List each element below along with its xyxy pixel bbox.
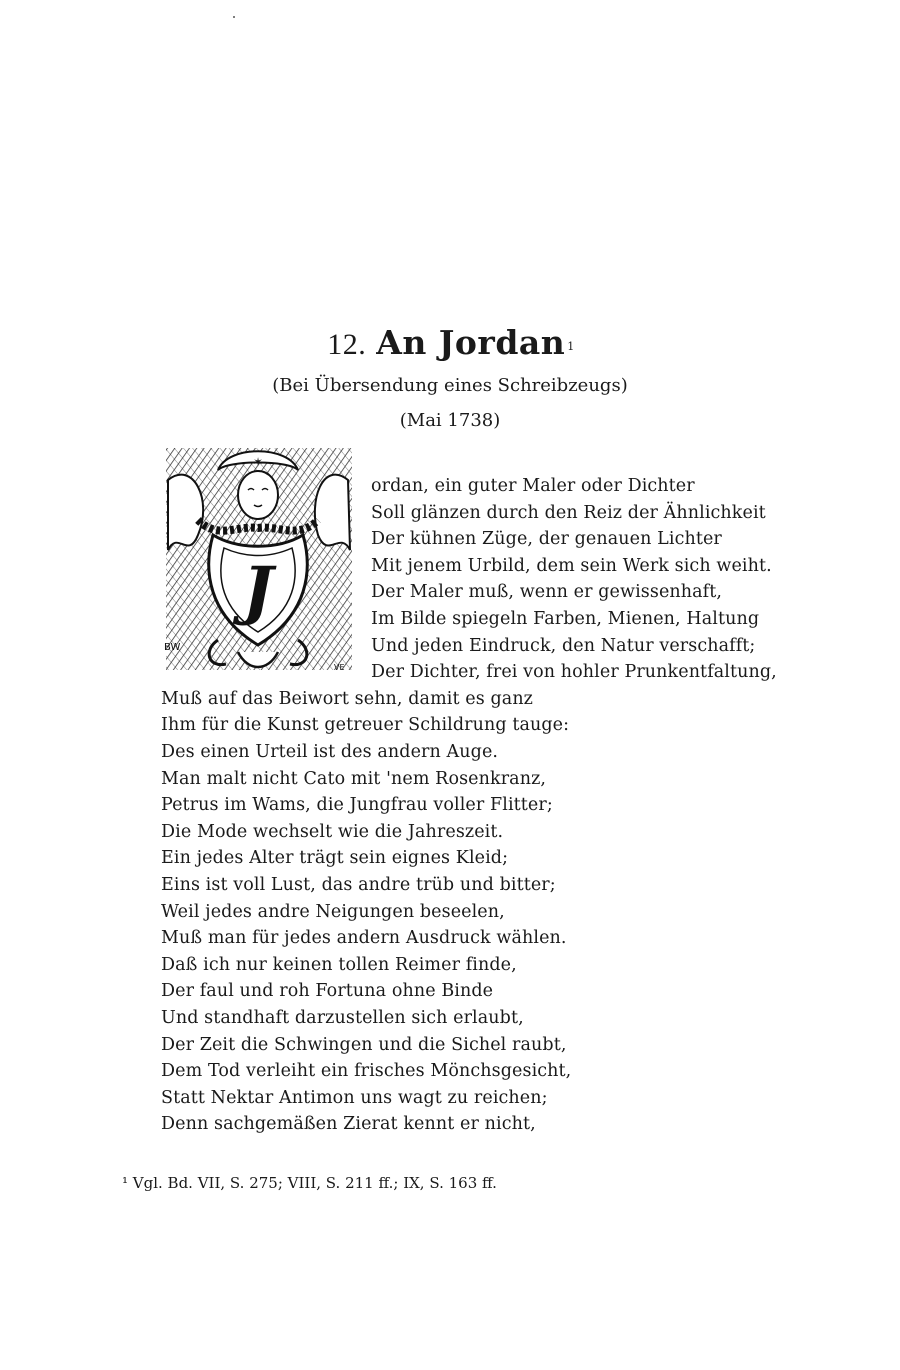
poem-line: Soll glänzen durch den Reiz der Ähnlichkeit	[371, 502, 766, 523]
poem-line: Im Bilde spiegeln Farben, Mienen, Haltung	[371, 609, 760, 629]
poem-line: Dem Tod verleiht ein frisches Mönchsgesicht,	[161, 1061, 572, 1082]
footnote: ¹ Vgl. Bd. VII, S. 275; VIII, S. 211 ff.; IX, S. 163 ff.	[122, 1174, 497, 1192]
poem-line: Der Zeit die Schwingen und die Sichel raubt,	[161, 1034, 567, 1055]
poem-line: Denn sachgemäßen Zierat kennt er nicht,	[161, 1114, 536, 1135]
ornament-cartouche-image	[158, 440, 358, 680]
poem-line: Der kühnen Züge, der genauen Lichter	[371, 529, 722, 550]
footnote-marker: 1	[567, 340, 575, 353]
poem-title-text: An Jordan	[376, 323, 566, 362]
poem-line: Muß man für jedes andern Ausdruck wählen.	[161, 928, 567, 949]
poem-line: Mit jenem Urbild, dem sein Werk sich weiht.	[371, 555, 772, 576]
monogram-left: BW	[164, 642, 181, 653]
poem-line: Ein jedes Alter trägt sein eignes Kleid;	[161, 848, 509, 869]
monogram-right: VE	[334, 663, 345, 672]
poem-occasion: (Bei Übersendung eines Schreibzeugs)	[272, 375, 628, 396]
poem-line: Und standhaft darzustellen sich erlaubt,	[161, 1008, 524, 1028]
print-speck	[233, 16, 235, 18]
poem-line: Petrus im Wams, die Jungfrau voller Flitter;	[161, 795, 553, 816]
poem-line: Der Dichter, frei von hohler Prunkentfaltung,	[371, 662, 777, 683]
poem-line: Der Maler muß, wenn er gewissenhaft,	[371, 582, 723, 603]
poem-number: 12.	[327, 328, 367, 361]
poem-line: ordan, ein guter Maler oder Dichter	[371, 476, 695, 496]
poem-title	[0, 318, 900, 370]
poem-line: Ihm für die Kunst getreuer Schildrung tauge:	[161, 715, 570, 736]
poem-line: Man malt nicht Cato mit 'nem Rosenkranz,	[161, 768, 547, 789]
poem-line: Des einen Urteil ist des andern Auge.	[161, 742, 499, 762]
initial-letter: J	[242, 553, 274, 628]
poem-line: Muß auf das Beiwort sehn, damit es ganz	[161, 688, 534, 709]
svg-text:✶: ✶	[252, 455, 264, 469]
poem-date: (Mai 1738)	[399, 410, 501, 431]
poem-line: Statt Nektar Antimon uns wagt zu reichen;	[161, 1087, 548, 1108]
decorated-initial	[158, 440, 358, 680]
poem-line: Weil jedes andre Neigungen beseelen,	[161, 901, 505, 922]
poem-line: Und jeden Eindruck, den Natur verschafft;	[371, 635, 756, 656]
poem-line: Der faul und roh Fortuna ohne Binde	[161, 981, 494, 1002]
poem-line: Die Mode wechselt wie die Jahreszeit.	[161, 821, 504, 842]
poem-line: Daß ich nur keinen tollen Reimer finde,	[161, 954, 517, 975]
poem-line: Eins ist voll Lust, das andre trüb und bitter;	[161, 875, 556, 895]
